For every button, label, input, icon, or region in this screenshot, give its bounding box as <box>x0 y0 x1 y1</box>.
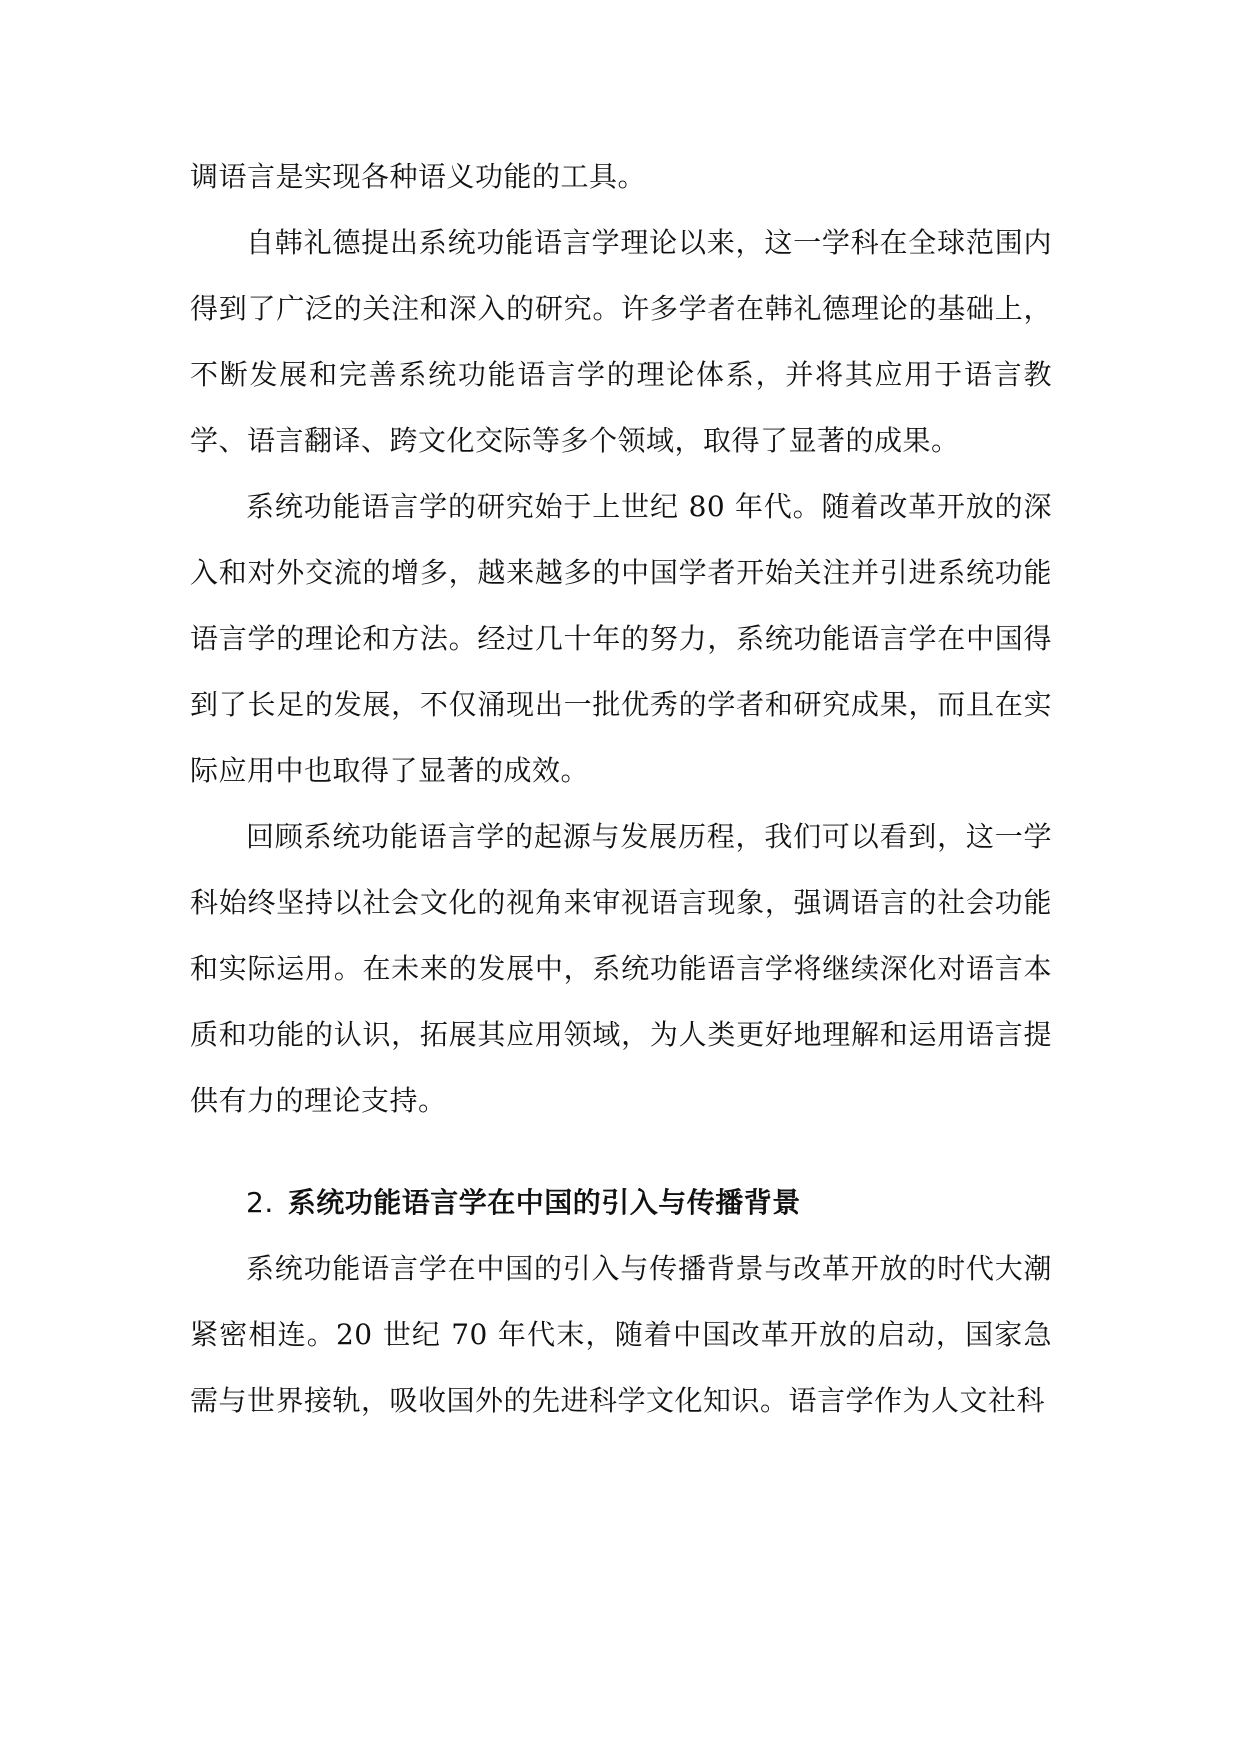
section-heading <box>190 1170 1052 1236</box>
paragraph-continuation: 调语言是实现各种语义功能的工具。 <box>190 160 647 193</box>
paragraph: 系统功能语言学的研究始于上世纪 80 年代。随着改革开放的深入和对外交流的增多，越来越多的中国学者开始关注并引进系统功能语言学的理论和方法。经过几十年的努力，系统功能语言学在中国得到了长足的发展，不仅涌现出一批优秀的学者和研究成果，而且在实际应用中也取得了显著的成效。 <box>190 490 1052 787</box>
document-body <box>190 144 1052 1434</box>
section-number: 2. <box>246 1186 274 1219</box>
paragraph: 系统功能语言学在中国的引入与传播背景与改革开放的时代大潮紧密相连。20 世纪 70 年代末，随着中国改革开放的启动，国家急需与世界接轨，吸收国外的先进科学文化知识。语言学作为人文社科 <box>190 1252 1052 1417</box>
paragraph: 回顾系统功能语言学的起源与发展历程，我们可以看到，这一学科始终坚持以社会文化的视角来审视语言现象，强调语言的社会功能和实际运用。在未来的发展中，系统功能语言学将继续深化对语言本质和功能的认识，拓展其应用领域，为人类更好地理解和运用语言提供有力的理论支持。 <box>190 820 1052 1117</box>
section-title: 系统功能语言学在中国的引入与传播背景 <box>287 1186 801 1219</box>
paragraph: 自韩礼德提出系统功能语言学理论以来，这一学科在全球范围内得到了广泛的关注和深入的研究。许多学者在韩礼德理论的基础上，不断发展和完善系统功能语言学的理论体系，并将其应用于语言教学、语言翻译、跨文化交际等多个领域，取得了显著的成果。 <box>190 226 1052 457</box>
